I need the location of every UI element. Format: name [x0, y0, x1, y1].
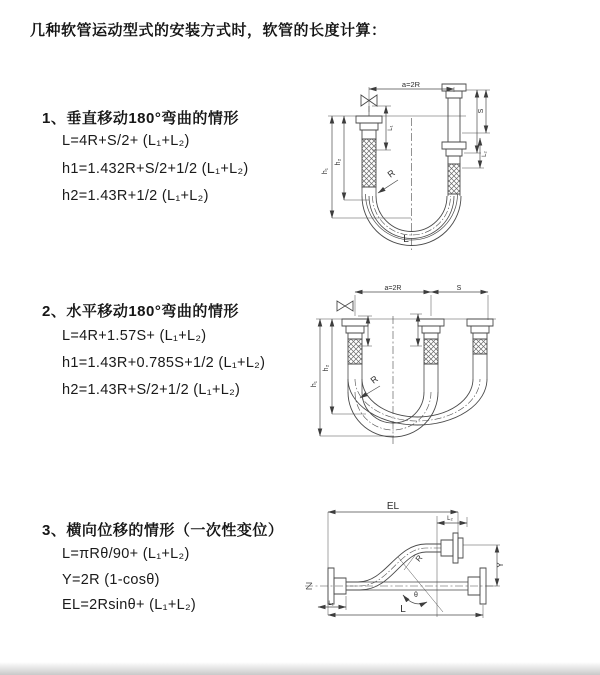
dim-label-h1: h₁	[311, 380, 318, 388]
diagram-vertical-180-bend	[314, 76, 588, 254]
radius-label: R	[368, 373, 380, 386]
middle-hose-fitting	[418, 319, 444, 364]
diagram-horizontal-180-bend	[306, 284, 594, 460]
section-3-formula-EL: EL=2Rsinθ+ (L₁+L₂)	[62, 597, 197, 613]
section-3-formula-Y: Y=2R (1-cosθ)	[62, 572, 160, 588]
dim-label-s: S	[456, 285, 462, 292]
right-hose-fitting	[467, 319, 493, 354]
dim-label-l2: L₂	[447, 516, 453, 522]
diagram-lateral-displacement	[300, 502, 512, 642]
centerlines	[328, 116, 466, 250]
dimension-lines	[318, 512, 500, 618]
section-2-formula-h1: h1=1.43R+0.785S+1/2 (L₁+L₂)	[62, 355, 266, 371]
section-1-heading: 1、垂直移动180°弯曲的情形	[42, 110, 239, 127]
section-3-formula-L: L=πRθ/90+ (L₁+L₂)	[62, 546, 190, 562]
section-1-formula-h2: h2=1.43R+1/2 (L₁+L₂)	[62, 188, 209, 204]
page-title: 几种软管运动型式的安装方式时，软管的长度计算：	[30, 22, 387, 39]
section-1-formula-h1: h1=1.432R+S/2+1/2 (L₁+L₂)	[62, 161, 249, 177]
dim-label-s: S	[478, 108, 485, 114]
section-2-formula-h2: h2=1.43R+S/2+1/2 (L₁+L₂)	[62, 382, 241, 398]
radius-label: R	[385, 167, 397, 180]
valve-icon	[337, 301, 353, 311]
dim-label-a2r: a=2R	[384, 285, 402, 292]
hose-s-curve	[346, 544, 441, 590]
dim-label-h2: h₂	[335, 158, 342, 166]
length-label: L	[400, 604, 406, 615]
angle-label: θ	[414, 592, 418, 599]
dim-label-y: Y	[496, 562, 505, 568]
dim-label-l1: L₁	[328, 601, 334, 607]
dim-label-h1: h₁	[322, 167, 329, 175]
dim-label-a2r: a=2R	[401, 80, 421, 89]
dimension-lines	[332, 87, 490, 218]
scan-edge-shadow	[0, 662, 600, 675]
left-hose-fitting	[356, 116, 382, 187]
dim-label-el: EL	[386, 501, 400, 512]
section-2-heading: 2、水平移动180°弯曲的情形	[42, 303, 239, 320]
dim-label-l2: L₂	[482, 151, 488, 157]
radius-label: R	[413, 553, 425, 564]
section-1-formula-L: L=4R+S/2+ (L₁+L₂)	[62, 133, 190, 149]
upper-flange-displaced	[441, 533, 463, 563]
section-2-formula-L: L=4R+1.57S+ (L₁+L₂)	[62, 328, 207, 344]
dim-label-h2: h₂	[323, 364, 330, 372]
length-label: L	[403, 234, 409, 245]
hose-u-bend-displaced	[348, 354, 487, 425]
dim-label-l1: L₁	[388, 125, 394, 131]
section-3-heading: 3、横向位移的情形（一次性变位）	[42, 522, 284, 539]
left-hose-fitting	[342, 319, 368, 364]
right-hose-fitting	[442, 84, 466, 194]
